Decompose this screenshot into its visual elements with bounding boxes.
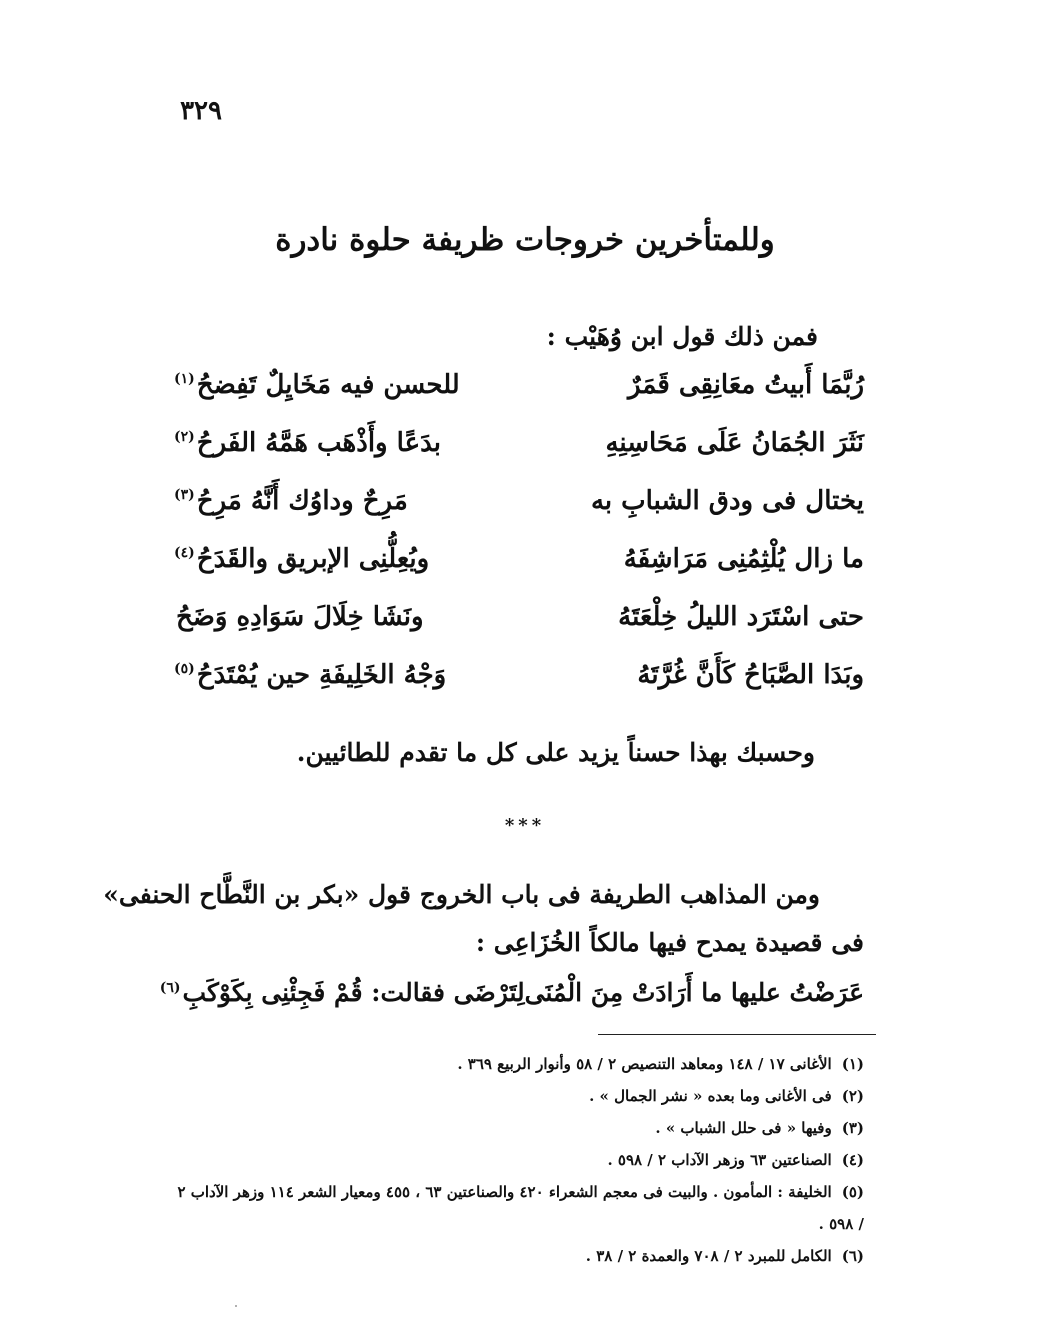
verse-second-hemistich <box>174 428 441 458</box>
paragraph-line-1: ومن المذاهب الطريفة فى باب الخروج قول «بكر بن النَّطَّاح الحنفى» <box>103 880 820 909</box>
verse-second-hemistich <box>174 602 424 632</box>
verse-second-text: مَرِحٌ وداوُك أَنَّهُ مَرِحُ <box>196 486 408 516</box>
footnote-marker: (٦) <box>159 979 181 996</box>
paragraph-line-2: فى قصيدة يمدح فيها مالكاً الخُزَاعِى : <box>475 928 864 957</box>
verse <box>174 370 864 428</box>
page-number: ٣٢٩ <box>180 96 222 126</box>
verse-first-hemistich: رُبَّمَا أَبيتُ معَانِقِى قَمَرٌ <box>628 370 864 400</box>
footnote <box>174 1112 864 1144</box>
poem <box>174 370 864 718</box>
footnote-text: الكامل للمبرد ٢ / ٧٠٨ والعمدة ٢ / ٣٨ . <box>585 1247 832 1265</box>
footnote-marker: (٥) <box>174 661 195 678</box>
intro-line: فمن ذلك قول ابن وُهَيْب : <box>546 322 818 351</box>
verse-first-hemistich: ما زال يُلْثِمُنِى مَرَاشِفَهُ <box>623 544 864 574</box>
footnote-text: الصناعتين ٦٣ وزهر الآداب ٢ / ٥٩٨ . <box>607 1151 832 1169</box>
footnote-marker: (٣) <box>174 487 195 504</box>
footnote-number: (١) <box>841 1055 864 1073</box>
scan-speck <box>235 1305 237 1307</box>
verse-second-text: وَجْهُ الخَلِيفَةِ حين يُمْتَدَحُ <box>196 660 447 690</box>
verse <box>174 660 864 718</box>
verse-second-hemistich <box>174 660 446 690</box>
footnote <box>174 1240 864 1272</box>
footnote-marker: (٢) <box>174 429 195 446</box>
section-separator: *** <box>504 815 546 836</box>
verse-first-hemistich: وبَدَا الصَّبَاحُ كَأَنَّ غُرَّتَهُ <box>637 660 864 690</box>
verse-second-text: ويُعِلُّنِى الإبريق والقَدَحُ <box>196 544 430 574</box>
verse-first-hemistich: نَثَرَ الجُمَانُ عَلَى مَحَاسِنِهِ <box>605 428 864 458</box>
verse-second-hemistich <box>160 978 525 1007</box>
verse-first-hemistich: حتى اسْتَرَد الليلُ خِلْعَتَهُ <box>618 602 864 632</box>
section-title: وللمتأخرين خروجات ظريفة حلوة نادرة <box>275 222 775 258</box>
verse-first-hemistich: عَرَضْتُ عليها ما أَرَادَتْ مِنَ الْمُنَى <box>524 978 864 1007</box>
verse-second-text: للحسن فيه مَخَايِلٌ تَفِضحُ <box>196 370 460 400</box>
verse-second-text: ونَشَا خِلَالَ سَوَادِهِ وَضَحُ <box>176 602 424 632</box>
footnote-number: (٥) <box>841 1183 864 1201</box>
footnote-number: (٢) <box>841 1087 864 1105</box>
footnote <box>174 1176 864 1240</box>
verse-second-hemistich <box>174 486 408 516</box>
verse-second-hemistich <box>174 544 429 574</box>
footnote <box>174 1144 864 1176</box>
footnote <box>174 1080 864 1112</box>
footnote <box>174 1048 864 1080</box>
verse <box>174 428 864 486</box>
footnote-text: وفيها « فى حلل الشباب » . <box>655 1119 832 1137</box>
verse <box>174 544 864 602</box>
footnote-text: الأغانى ١٧ / ١٤٨ ومعاهد التنصيص ٢ / ٥٨ وأنوار الربيع ٣٦٩ . <box>457 1055 832 1073</box>
closing-line: وحسبك بهذا حسناً يزيد على كل ما تقدم للطائيين. <box>296 738 815 767</box>
footnote-text: الخليفة : المأمون . والبيت فى معجم الشعراء ٤٢٠ والصناعتين ٦٣ ، ٤٥٥ ومعيار الشعر ١١٤ وزهر الآداب ٢ / ٥٩٨ . <box>177 1183 864 1233</box>
footnote-number: (٣) <box>841 1119 864 1137</box>
footnote-marker: (١) <box>174 371 195 388</box>
verse-second-text: بدَعًا وأَذْهَب هَمَّهُ الفَرحُ <box>196 428 441 458</box>
footnotes <box>174 1048 864 1272</box>
footnote-text: فى الأغانى وما بعده « نشر الجمال » . <box>589 1087 832 1105</box>
footnote-number: (٦) <box>841 1247 864 1265</box>
verse <box>174 602 864 660</box>
verse-first-hemistich: يختال فى ودق الشبابِ به <box>590 486 864 516</box>
verse <box>174 486 864 544</box>
verse-second-text: لِتَرْضَى فقالت: قُمْ فَجِئْنِى بِكَوْكَبِ <box>182 978 525 1007</box>
verse-second-hemistich <box>174 370 460 400</box>
footnote-marker: (٤) <box>174 545 195 562</box>
footnote-divider <box>598 1034 876 1035</box>
quoted-verse <box>159 978 864 1007</box>
footnote-number: (٤) <box>841 1151 864 1169</box>
